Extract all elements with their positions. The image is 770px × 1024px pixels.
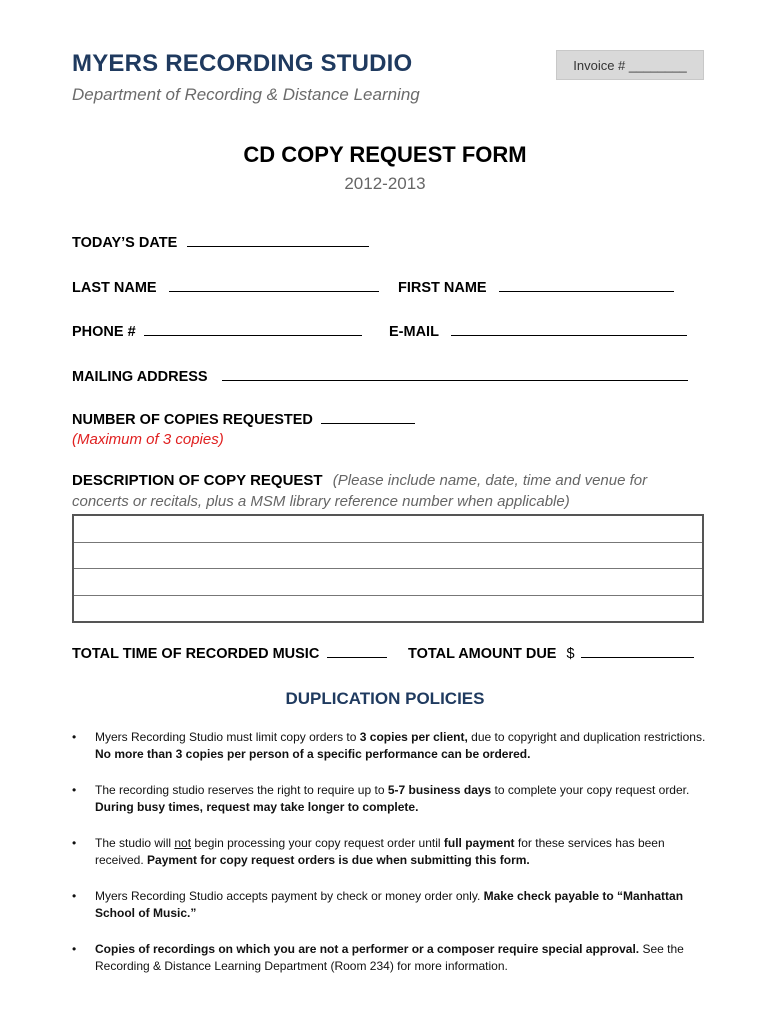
total-time-input[interactable] xyxy=(327,643,387,658)
bullet-icon: • xyxy=(72,730,77,744)
total-amount-row xyxy=(408,643,694,662)
total-time-label: TOTAL TIME OF RECORDED MUSIC xyxy=(72,646,320,662)
todays-date-input[interactable] xyxy=(187,232,369,247)
phone-row xyxy=(72,321,362,340)
policy-item-2 xyxy=(72,782,712,816)
invoice-field[interactable]: Invoice # ________ xyxy=(556,50,704,80)
policy-item-1 xyxy=(72,729,712,763)
policy-text-5: Copies of recordings on which you are not a performer or a composer require special approval. See the Recording & Distance Learning Department (Room 234) for more information. xyxy=(95,942,684,973)
bullet-icon: • xyxy=(72,836,77,850)
last-name-label: LAST NAME xyxy=(72,280,157,296)
description-row xyxy=(72,472,647,489)
first-name-input[interactable] xyxy=(499,277,674,292)
form-year: 2012-2013 xyxy=(344,174,426,193)
description-label: DESCRIPTION OF COPY REQUEST xyxy=(72,472,323,489)
total-amount-input[interactable] xyxy=(581,643,694,658)
policy-item-5 xyxy=(72,941,712,975)
email-label: E-MAIL xyxy=(389,324,439,340)
phone-label: PHONE # xyxy=(72,324,136,340)
policies-title: DUPLICATION POLICIES xyxy=(285,689,485,708)
bullet-icon: • xyxy=(72,889,77,903)
copies-max-note: (Maximum of 3 copies) xyxy=(72,431,224,448)
form-title: CD COPY REQUEST FORM xyxy=(243,142,527,167)
description-line-4[interactable] xyxy=(74,596,702,622)
studio-title: MYERS RECORDING STUDIO xyxy=(72,50,413,77)
policy-item-3 xyxy=(72,835,712,869)
policy-item-4 xyxy=(72,888,712,922)
mailing-address-input[interactable] xyxy=(222,366,688,381)
todays-date-row xyxy=(72,232,369,251)
email-row xyxy=(389,321,687,340)
last-name-input[interactable] xyxy=(169,277,379,292)
policy-text-2: The recording studio reserves the right to require up to 5-7 business days to complete your copy request order. During busy times, request may take longer to complete. xyxy=(95,783,690,814)
last-name-row xyxy=(72,277,379,296)
total-amount-label: TOTAL AMOUNT DUE xyxy=(408,646,557,662)
department-subtitle: Department of Recording & Distance Learning xyxy=(72,85,420,104)
first-name-row xyxy=(398,277,674,296)
first-name-label: FIRST NAME xyxy=(398,280,487,296)
email-input[interactable] xyxy=(451,321,687,336)
bullet-icon: • xyxy=(72,783,77,797)
mailing-address-row xyxy=(72,366,688,385)
policy-text-1: Myers Recording Studio must limit copy orders to 3 copies per client, due to copyright and duplication restrictions. No more than 3 copies per person of a specific performance can be ordered. xyxy=(95,730,706,761)
description-line-3[interactable] xyxy=(74,569,702,596)
policy-text-4: Myers Recording Studio accepts payment by check or money order only. Make check payable to “Manhattan School of Music.” xyxy=(95,889,684,920)
description-hint-1: (Please include name, date, time and venue for xyxy=(332,472,648,489)
mailing-address-label: MAILING ADDRESS xyxy=(72,369,208,385)
description-line-1[interactable] xyxy=(74,516,702,543)
total-time-row xyxy=(72,643,387,662)
copies-input[interactable] xyxy=(321,409,415,424)
bullet-icon: • xyxy=(72,942,77,956)
copies-row xyxy=(72,409,415,428)
dollar-sign: $ xyxy=(566,646,575,662)
description-hint-2: concerts or recitals, plus a MSM library reference number when applicable) xyxy=(72,493,570,510)
policy-text-3: The studio will not begin processing your copy request order until full payment for these services has been received. Payment for copy request orders is due when submitting this form. xyxy=(95,836,665,867)
phone-input[interactable] xyxy=(144,321,362,336)
copies-label: NUMBER OF COPIES REQUESTED xyxy=(72,412,313,428)
todays-date-label: TODAY’S DATE xyxy=(72,235,178,251)
description-table xyxy=(72,514,704,623)
description-line-2[interactable] xyxy=(74,543,702,570)
